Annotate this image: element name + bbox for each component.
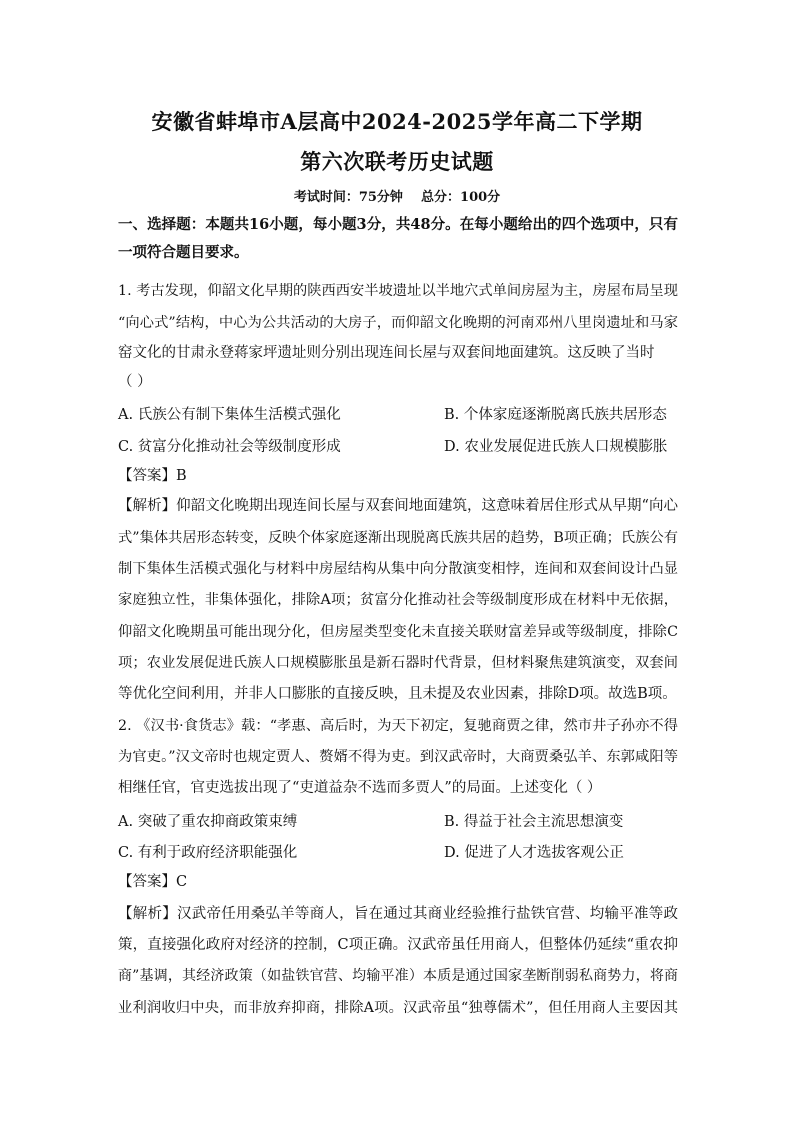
q1-analysis-line-5: 仰韶文化晚期虽可能出现分化，但房屋类型变化未直接关联财富差异或等级制度，排除C: [118, 624, 678, 640]
q2-option-a: A. 突破了重农抑商政策束缚: [118, 814, 298, 830]
q1-analysis-line-2: 式”集体共居形态转变，反映个体家庭逐渐出现脱离氏族共居的趋势，B项正确；氏族公有: [118, 530, 678, 546]
q1-analysis-line-3: 制下集体生活模式强化与材料中房屋结构从集中向分散演变相悖，连间和双套间设计凸显: [118, 561, 678, 577]
q2-stem-line-1: 2. 《汉书·食货志》载：“孝惠、高后时，为天下初定，复驰商贾之律，然市井子孙亦不得: [118, 718, 678, 734]
document-title: 安徽省蚌埠市A层高中2024-2025学年高二下学期: [151, 109, 643, 134]
exam-info: 考试时间：75分钟 总分：100分: [293, 190, 501, 205]
q1-stem-line-3: 窑文化的甘肃永登蒋家坪遗址则分别出现连间长屋与双套间地面建筑。这反映了当时: [118, 345, 655, 361]
q2-analysis-line-3: 商”基调，其经济政策（如盐铁官营、均输平准）本质是通过国家垄断削弱私商势力，将商: [118, 968, 678, 984]
q2-analysis-line-2: 策，直接强化政府对经济的控制，C项正确。汉武帝虽任用商人，但整体仍延续“重农抑: [118, 937, 678, 953]
q2-option-c: C. 有利于政府经济职能强化: [118, 845, 298, 861]
q1-option-a: A. 氏族公有制下集体生活模式强化: [118, 407, 341, 423]
q1-option-b: B. 个体家庭逐渐脱离氏族共居形态: [444, 407, 667, 423]
q1-analysis-line-1: 【解析】仰韶文化晚期出现连间长屋与双套间地面建筑，这意味着居住形式从早期“向心: [118, 498, 678, 514]
q2-stem-line-3: 相继任官，官吏选拔出现了“吏道益杂不选而多贾人”的局面。上述变化（ ）: [118, 780, 602, 796]
section-instructions-line-2: 一项符合题目要求。: [118, 244, 249, 261]
q1-option-d: D. 农业发展促进氏族人口规模膨胀: [444, 439, 668, 455]
q2-analysis-line-4: 业利润收归中央，而非放弃抑商，排除A项。汉武帝虽“独尊儒术”，但任用商人主要因其: [118, 1000, 678, 1016]
section-instructions-line-1: 一、选择题：本题共16小题，每小题3分，共48分。在每小题给出的四个选项中，只有: [118, 216, 678, 233]
document-subtitle: 第六次联考历史试题: [300, 149, 494, 174]
q1-analysis-line-7: 等优化空间利用，并非人口膨胀的直接反映，且未提及农业因素，排除D项。故选B项。: [118, 686, 677, 702]
q2-answer: 【答案】C: [118, 874, 188, 890]
q1-option-c: C. 贫富分化推动社会等级制度形成: [118, 439, 341, 455]
q1-stem-line-4: （ ）: [118, 374, 152, 390]
q1-analysis-line-6: 项；农业发展促进氏族人口规模膨胀虽是新石器时代背景，但材料聚焦建筑演变，双套间: [118, 655, 678, 671]
q1-analysis-line-4: 家庭独立性，非集体强化，排除A项；贫富分化推动社会等级制度形成在材料中无依据，: [118, 592, 678, 608]
q2-stem-line-2: 为官吏。”汉文帝时也规定贾人、赘婿不得为吏。到汉武帝时，大商贾桑弘羊、东郭咸阳等: [118, 749, 678, 765]
q2-option-b: B. 得益于社会主流思想演变: [444, 814, 624, 830]
q2-option-d: D. 促进了人才选拔客观公正: [444, 845, 624, 861]
q1-answer: 【答案】B: [118, 468, 187, 484]
q1-stem-line-1: 1. 考古发现，仰韶文化早期的陕西西安半坡遗址以半地穴式单间房屋为主，房屋布局呈现: [118, 283, 678, 299]
q1-stem-line-2: “向心式”结构，中心为公共活动的大房子，而仰韶文化晚期的河南邓州八里岗遗址和马家: [118, 315, 678, 331]
q2-analysis-line-1: 【解析】汉武帝任用桑弘羊等商人，旨在通过其商业经验推行盐铁官营、均输平准等政: [118, 906, 678, 922]
